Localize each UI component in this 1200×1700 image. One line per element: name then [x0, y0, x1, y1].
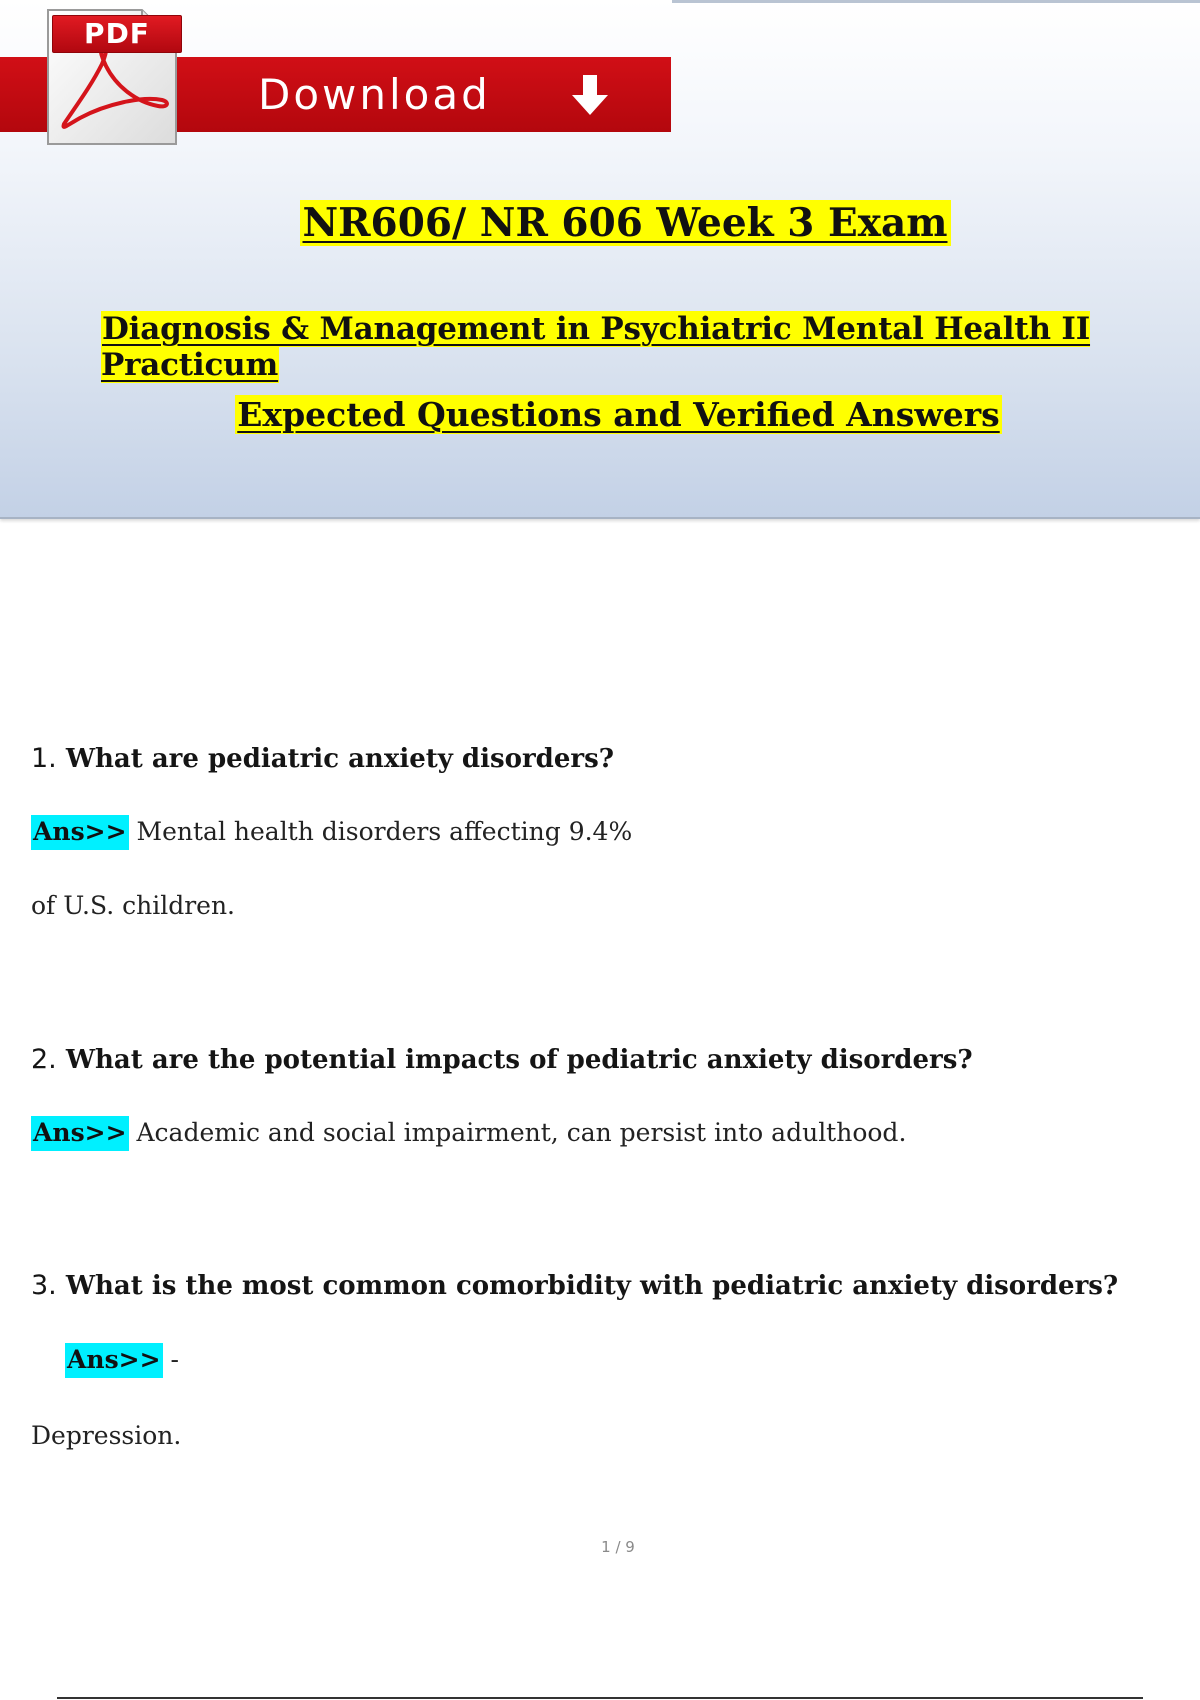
- subtitle: [101, 311, 1151, 383]
- pdf-tag: PDF: [52, 15, 182, 53]
- page-indicator: 1 / 9: [601, 1538, 635, 1556]
- ans-label: Ans>>: [31, 1116, 129, 1151]
- answer-text: Mental health disorders affecting 9.4%: [136, 817, 633, 846]
- tagline: [0, 395, 1200, 434]
- download-label: Download: [258, 70, 491, 119]
- answer-2: [31, 1118, 906, 1147]
- tagline-text: Expected Questions and Verified Answers: [237, 395, 1000, 434]
- answer-1: [31, 817, 632, 846]
- top-rule: [672, 0, 1200, 3]
- ans-label: Ans>>: [31, 815, 129, 850]
- page-title: [0, 200, 1200, 246]
- bottom-rule: [57, 1697, 1143, 1699]
- answer-3: [65, 1345, 179, 1374]
- answer-1-continued: of U.S. children.: [31, 891, 235, 920]
- question-text: What is the most common comorbidity with pediatric anxiety disorders?: [65, 1271, 1119, 1301]
- subtitle-text: Diagnosis & Management in Psychiatric Mental Health II Practicum: [101, 311, 1091, 383]
- title-text: NR606/ NR 606 Week 3 Exam: [300, 200, 951, 246]
- question-number: 1.: [31, 743, 57, 774]
- question-number: 3.: [31, 1270, 57, 1301]
- question-1: [31, 743, 614, 774]
- question-3: [31, 1270, 1118, 1301]
- question-text: What are pediatric anxiety disorders?: [65, 744, 614, 774]
- question-number: 2.: [31, 1044, 57, 1075]
- answer-3-continued: Depression.: [31, 1421, 182, 1450]
- pdf-document-icon[interactable]: [46, 6, 186, 146]
- answer-text: Academic and social impairment, can persist into adulthood.: [136, 1118, 907, 1147]
- question-2: [31, 1044, 973, 1075]
- arrow-down-icon: [566, 71, 614, 119]
- ans-label: Ans>>: [65, 1343, 163, 1378]
- question-text: What are the potential impacts of pediatric anxiety disorders?: [65, 1045, 973, 1075]
- answer-dash: -: [170, 1345, 179, 1374]
